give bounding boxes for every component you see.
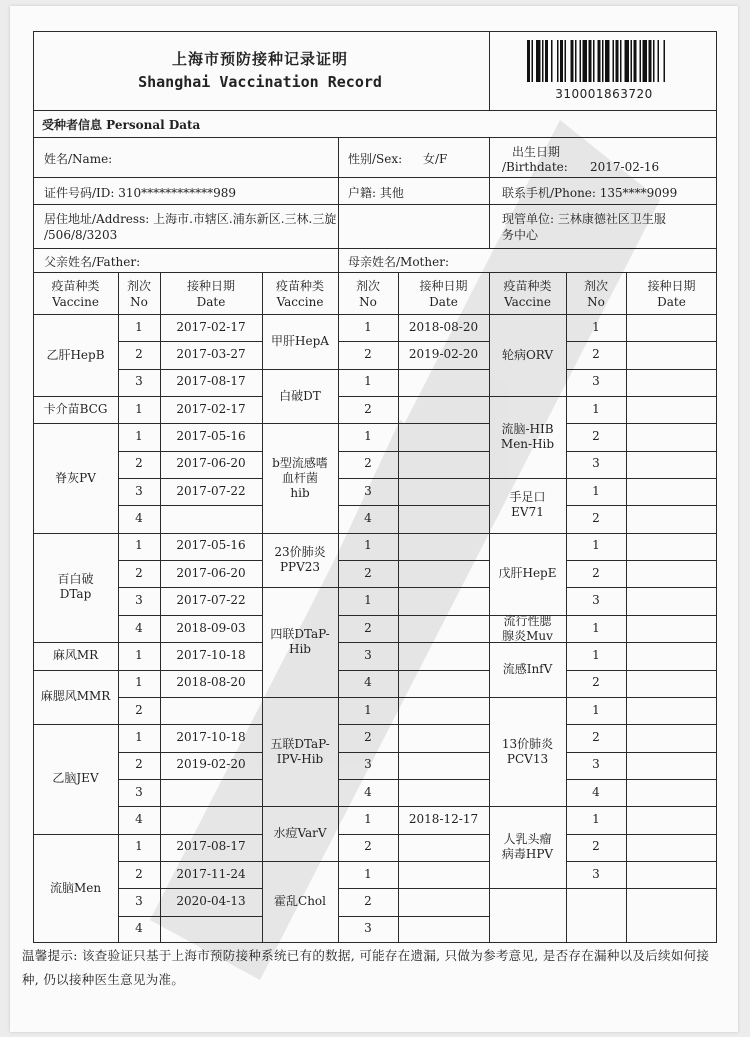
dose-number: 2 <box>592 511 600 526</box>
dose-number: 3 <box>364 757 372 772</box>
barcode-bar <box>664 40 666 82</box>
barcode-divider <box>489 31 490 110</box>
dose-number: 2 <box>364 893 372 908</box>
dose-number: 4 <box>135 620 143 635</box>
barcode-bar <box>598 40 601 82</box>
header-dose-cn: 剂次 <box>126 279 152 293</box>
dose-row-rule <box>118 478 262 479</box>
group-rule <box>489 272 490 943</box>
dose-number: 2 <box>592 429 600 444</box>
dose-number: 1 <box>592 620 600 635</box>
dose-number: 2 <box>364 456 372 471</box>
dose-row-rule <box>338 478 489 479</box>
column-rule <box>626 272 627 943</box>
barcode-bar <box>575 40 577 82</box>
dose-number: 1 <box>364 702 372 717</box>
vaccine-row-rule <box>262 533 489 534</box>
dose-number: 1 <box>592 538 600 553</box>
vaccine-row-rule <box>262 587 489 588</box>
address-line-1: 居住地址/Address: 上海市.市辖区.浦东新区.三林.三旋 <box>44 212 337 226</box>
dose-row-rule <box>338 341 489 342</box>
dose-date: 2018-08-20 <box>408 319 479 334</box>
vaccine-name: 流脑-HIB <box>501 422 554 437</box>
dose-row-rule <box>118 916 262 917</box>
barcode-bar <box>593 40 595 82</box>
title-cn: 上海市预防接种记录证明 <box>171 50 349 68</box>
dose-number: 1 <box>135 319 143 334</box>
vaccine-name: 人乳头瘤 <box>503 832 552 847</box>
column-rule <box>118 272 119 943</box>
dose-number: 4 <box>135 921 143 936</box>
dose-row-rule <box>118 505 262 506</box>
barcode-bar <box>616 40 619 82</box>
dose-row-rule <box>338 724 489 725</box>
notice-text: 温馨提示: 该查验证只基于上海市预防接种系统已有的数据, 可能存在遗漏, 只做为参考意见, 是否存在漏种以及后续如何接种, 仍以接种医生意见为准。 <box>22 948 710 987</box>
dose-number: 1 <box>135 538 143 553</box>
barcode-bar <box>583 40 588 82</box>
dose-date: 2017-06-20 <box>176 456 246 471</box>
dose-number: 2 <box>135 702 143 717</box>
vaccine-name: Men-Hib <box>500 437 555 452</box>
barcode-bar <box>580 40 582 82</box>
header-dose-cn: 剂次 <box>355 279 381 293</box>
barcode-bar <box>589 40 592 82</box>
vaccine-row-rule <box>489 533 717 534</box>
vaccine-name: 霍乱Chol <box>274 894 326 909</box>
barcode-bar <box>649 40 652 82</box>
barcode-bar <box>532 40 534 82</box>
header-dose-cn: 剂次 <box>583 279 609 293</box>
dose-row-rule <box>338 451 489 452</box>
household-registration: 户籍: 其他 <box>348 186 404 200</box>
dose-number: 1 <box>135 429 143 444</box>
header-date-en: Date <box>429 295 458 309</box>
dose-row-rule <box>118 806 262 807</box>
barcode-bar <box>545 40 548 82</box>
vaccine-name: 脊灰PV <box>55 470 96 485</box>
dose-number: 1 <box>135 729 143 744</box>
dose-number: 2 <box>135 757 143 772</box>
dose-date: 2019-02-20 <box>408 347 479 362</box>
vaccine-name: 百白破 <box>57 572 94 587</box>
barcode-bar <box>571 40 574 82</box>
header-vaccine-cn: 疫苗种类 <box>51 279 100 293</box>
barcode-bar <box>620 40 622 82</box>
dose-row-rule <box>118 888 262 889</box>
vaccine-name: Hib <box>289 642 311 657</box>
dose-number: 2 <box>135 347 143 362</box>
vaccine-name: 手足口 <box>509 490 546 505</box>
header-date-cn: 接种日期 <box>419 279 468 293</box>
personal-divider <box>489 137 490 248</box>
dose-row-rule <box>566 861 717 862</box>
dose-row-rule <box>118 587 262 588</box>
dose-row-rule <box>118 615 262 616</box>
name-label: 姓名/Name: <box>44 152 113 166</box>
dose-number: 1 <box>364 374 372 389</box>
vaccine-row-rule <box>262 697 489 698</box>
management-unit-line-2: 务中心 <box>502 228 539 242</box>
vaccine-row-rule <box>489 806 717 807</box>
dose-row-rule <box>566 451 717 452</box>
dose-number: 2 <box>364 401 372 416</box>
vaccine-name: 流行性腮 <box>503 613 552 628</box>
vaccine-name: PCV13 <box>506 751 549 766</box>
barcode-bar <box>631 40 633 82</box>
dose-date: 2017-10-18 <box>176 647 246 662</box>
vaccine-name: 卡介苗BCG <box>43 402 108 417</box>
dose-row-rule <box>338 670 489 671</box>
column-rule <box>398 272 399 943</box>
section-rule <box>33 137 717 138</box>
vaccine-row-rule <box>33 533 262 534</box>
dose-number: 3 <box>135 893 143 908</box>
vaccine-row-rule <box>489 478 717 479</box>
dose-row-rule <box>566 505 717 506</box>
dose-row-rule <box>118 861 262 862</box>
dose-number: 3 <box>135 593 143 608</box>
dose-row-rule <box>338 505 489 506</box>
dose-number: 3 <box>592 374 600 389</box>
dose-number: 1 <box>364 593 372 608</box>
dose-row-rule <box>566 779 717 780</box>
barcode-bar <box>560 40 563 82</box>
phone-number: 联系手机/Phone: 135****9099 <box>502 186 678 200</box>
vaccine-name: 四联DTaP- <box>270 627 330 642</box>
dose-date: 2017-11-24 <box>176 866 246 881</box>
barcode-bar <box>613 40 615 82</box>
section-rule <box>33 110 717 111</box>
dose-number: 1 <box>135 839 143 854</box>
barcode-bar <box>640 40 642 82</box>
dose-number: 2 <box>592 729 600 744</box>
dose-row-rule <box>566 341 717 342</box>
sex-label: 性别/Sex: <box>348 152 403 166</box>
dose-number: 3 <box>135 374 143 389</box>
dose-number: 3 <box>592 456 600 471</box>
dose-number: 2 <box>364 839 372 854</box>
dose-number: 2 <box>364 565 372 580</box>
dose-number: 2 <box>135 866 143 881</box>
dose-number: 1 <box>592 702 600 717</box>
dose-date: 2018-12-17 <box>408 811 479 826</box>
vaccine-name: IPV-Hib <box>276 751 324 766</box>
header-date-en: Date <box>657 295 686 309</box>
dose-date: 2018-08-20 <box>176 675 246 690</box>
mother-name-label: 母亲姓名/Mother: <box>348 255 449 269</box>
birthdate-label-en: /Birthdate: <box>502 160 568 174</box>
header-date-en: Date <box>196 295 226 309</box>
dose-date: 2020-04-13 <box>176 893 246 908</box>
dose-number: 1 <box>364 811 372 826</box>
barcode-bar <box>527 40 530 82</box>
dose-date: 2017-08-17 <box>176 839 246 854</box>
dose-number: 4 <box>135 511 143 526</box>
dose-number: 4 <box>135 811 143 826</box>
dose-number: 4 <box>592 784 600 799</box>
barcode-bar <box>551 40 553 82</box>
dose-number: 1 <box>592 401 600 416</box>
dose-row-rule <box>118 560 262 561</box>
header-dose-en: No <box>130 295 148 309</box>
father-name-label: 父亲姓名/Father: <box>44 255 141 269</box>
header-date-cn: 接种日期 <box>186 279 236 293</box>
dose-date: 2017-02-17 <box>176 319 246 334</box>
dose-date: 2017-07-22 <box>176 593 246 608</box>
vaccine-row-rule <box>33 724 262 725</box>
vaccine-row-rule <box>33 834 262 835</box>
vaccine-name: 水痘VarV <box>273 826 327 841</box>
vaccine-name: 乙脑JEV <box>52 771 99 786</box>
section-rule <box>33 204 717 205</box>
dose-number: 1 <box>592 483 600 498</box>
vaccine-name: 23价肺炎 <box>274 545 326 560</box>
vaccine-name: hib <box>290 485 310 500</box>
barcode-bar <box>542 40 544 82</box>
title-en: Shanghai Vaccination Record <box>138 73 382 91</box>
vaccine-row-rule <box>33 396 262 397</box>
dose-number: 1 <box>135 647 143 662</box>
dose-number: 3 <box>592 593 600 608</box>
dose-date: 2017-05-16 <box>176 429 246 444</box>
group-rule <box>262 272 263 943</box>
dose-number: 3 <box>364 483 372 498</box>
header-dose-en: No <box>587 295 605 309</box>
dose-number: 1 <box>135 675 143 690</box>
dose-row-rule <box>118 369 262 370</box>
dose-row-rule <box>566 670 717 671</box>
dose-row-rule <box>566 423 717 424</box>
dose-number: 3 <box>592 866 600 881</box>
dose-row-rule <box>338 916 489 917</box>
dose-row-rule <box>338 642 489 643</box>
column-rule <box>338 272 339 943</box>
dose-row-rule <box>118 341 262 342</box>
header-dose-en: No <box>359 295 377 309</box>
column-rule <box>160 272 161 943</box>
sex-value: 女/F <box>423 152 448 166</box>
dose-number: 1 <box>364 319 372 334</box>
vaccine-name: 血杆菌 <box>281 470 319 485</box>
dose-date: 2017-10-18 <box>176 729 246 744</box>
section-rule <box>33 314 717 315</box>
dose-row-rule <box>566 834 717 835</box>
dose-number: 4 <box>364 675 372 690</box>
barcode-bar <box>536 40 541 82</box>
vaccine-row-rule <box>489 697 717 698</box>
vaccine-row-rule <box>262 806 489 807</box>
barcode-bar <box>605 40 610 82</box>
barcode-bar <box>643 40 648 82</box>
vaccine-name: b型流感嗜 <box>272 455 328 470</box>
dose-row-rule <box>338 888 489 889</box>
barcode <box>525 40 705 84</box>
vaccine-row-rule <box>489 888 717 889</box>
vaccine-name: PPV23 <box>279 560 321 575</box>
section-rule <box>33 248 717 249</box>
section-rule <box>33 177 717 178</box>
dose-date: 2017-02-17 <box>176 401 246 416</box>
section-personal-data: 受种者信息 Personal Data <box>42 118 201 132</box>
dose-number: 1 <box>364 429 372 444</box>
dose-row-rule <box>338 396 489 397</box>
vaccine-row-rule <box>33 670 262 671</box>
dose-row-rule <box>118 697 262 698</box>
vaccine-name: 甲肝HepA <box>271 333 329 348</box>
dose-number: 2 <box>592 675 600 690</box>
dose-row-rule <box>338 560 489 561</box>
dose-number: 3 <box>364 647 372 662</box>
dose-row-rule <box>338 615 489 616</box>
vaccine-name: DTap <box>59 587 92 602</box>
dose-number: 3 <box>135 483 143 498</box>
header-vaccine-en: Vaccine <box>52 295 99 309</box>
dose-number: 2 <box>592 565 600 580</box>
barcode-bar <box>625 40 630 82</box>
id-number: 证件号码/ID: 310************989 <box>44 186 237 200</box>
dose-row-rule <box>338 779 489 780</box>
dose-number: 1 <box>364 866 372 881</box>
dose-number: 2 <box>364 347 372 362</box>
dose-date: 2017-07-22 <box>176 483 246 498</box>
vaccine-name: 戊肝HepE <box>498 566 557 581</box>
vaccine-name: 病毒HPV <box>501 847 554 862</box>
header-vaccine-cn: 疫苗种类 <box>503 279 552 293</box>
vaccine-name: 腺炎Muv <box>502 628 553 643</box>
vaccine-row-rule <box>262 423 489 424</box>
dose-row-rule <box>566 752 717 753</box>
header-vaccine-en: Vaccine <box>276 295 324 309</box>
birthdate-value: 2017-02-16 <box>590 160 660 174</box>
dose-number: 2 <box>364 729 372 744</box>
dose-number: 4 <box>364 784 372 799</box>
dose-number: 3 <box>592 757 600 772</box>
barcode-bar <box>653 40 655 82</box>
dose-number: 1 <box>364 538 372 553</box>
dose-number: 1 <box>135 401 143 416</box>
vaccine-name: 流脑Men <box>49 880 102 895</box>
dose-date: 2017-05-16 <box>176 538 246 553</box>
barcode-bar <box>634 40 637 82</box>
vaccine-name: 麻风MR <box>52 648 99 663</box>
barcode-bar <box>602 40 604 82</box>
vaccine-name: 流感InfV <box>502 662 553 677</box>
dose-row-rule <box>566 724 717 725</box>
barcode-bar <box>557 40 559 82</box>
dose-row-rule <box>566 369 717 370</box>
dose-row-rule <box>118 779 262 780</box>
dose-date: 2017-06-20 <box>176 565 246 580</box>
section-rule <box>33 272 717 273</box>
dose-row-rule <box>566 587 717 588</box>
vaccine-name: 轮病ORV <box>501 347 554 362</box>
dose-date: 2018-09-03 <box>176 620 246 635</box>
vaccine-row-rule <box>489 396 717 397</box>
dose-number: 2 <box>592 839 600 854</box>
dose-number: 1 <box>592 811 600 826</box>
vaccine-row-rule <box>33 423 262 424</box>
dose-number: 2 <box>592 347 600 362</box>
dose-number: 4 <box>364 511 372 526</box>
dose-date: 2019-02-20 <box>176 757 246 772</box>
barcode-bar <box>565 40 567 82</box>
dose-row-rule <box>118 752 262 753</box>
vaccine-name: 13价肺炎 <box>501 736 554 751</box>
vaccine-name: EV71 <box>511 505 544 520</box>
dose-number: 3 <box>135 784 143 799</box>
vaccine-row-rule <box>262 369 489 370</box>
vaccine-row-rule <box>262 861 489 862</box>
address-line-2: /506/8/3203 <box>44 228 118 242</box>
dose-number: 1 <box>592 319 600 334</box>
barcode-bar <box>658 40 660 82</box>
vaccine-name: 五联DTaP- <box>270 736 330 751</box>
dose-row-rule <box>338 834 489 835</box>
dose-number: 3 <box>364 921 372 936</box>
dose-number: 1 <box>592 647 600 662</box>
column-rule <box>566 272 567 943</box>
dose-row-rule <box>338 752 489 753</box>
dose-number: 2 <box>364 620 372 635</box>
dose-number: 2 <box>135 456 143 471</box>
vaccine-row-rule <box>33 642 262 643</box>
management-unit-line-1: 现管单位: 三林康德社区卫生服 <box>502 212 666 226</box>
dose-row-rule <box>566 560 717 561</box>
dose-date: 2017-03-27 <box>176 347 246 362</box>
vaccine-name: 乙肝HepB <box>46 347 105 362</box>
dose-number: 2 <box>135 565 143 580</box>
header-vaccine-cn: 疫苗种类 <box>275 279 325 293</box>
birthdate-label-cn: 出生日期 <box>512 145 561 159</box>
dose-row-rule <box>118 451 262 452</box>
personal-divider <box>338 137 339 272</box>
dose-date: 2017-08-17 <box>176 374 246 389</box>
vaccine-name: 白破DT <box>279 388 321 403</box>
header-date-cn: 接种日期 <box>647 279 696 293</box>
vaccine-name: 麻腮风MMR <box>40 689 111 704</box>
barcode-number: 310001863720 <box>555 87 653 101</box>
header-vaccine-en: Vaccine <box>504 295 551 309</box>
